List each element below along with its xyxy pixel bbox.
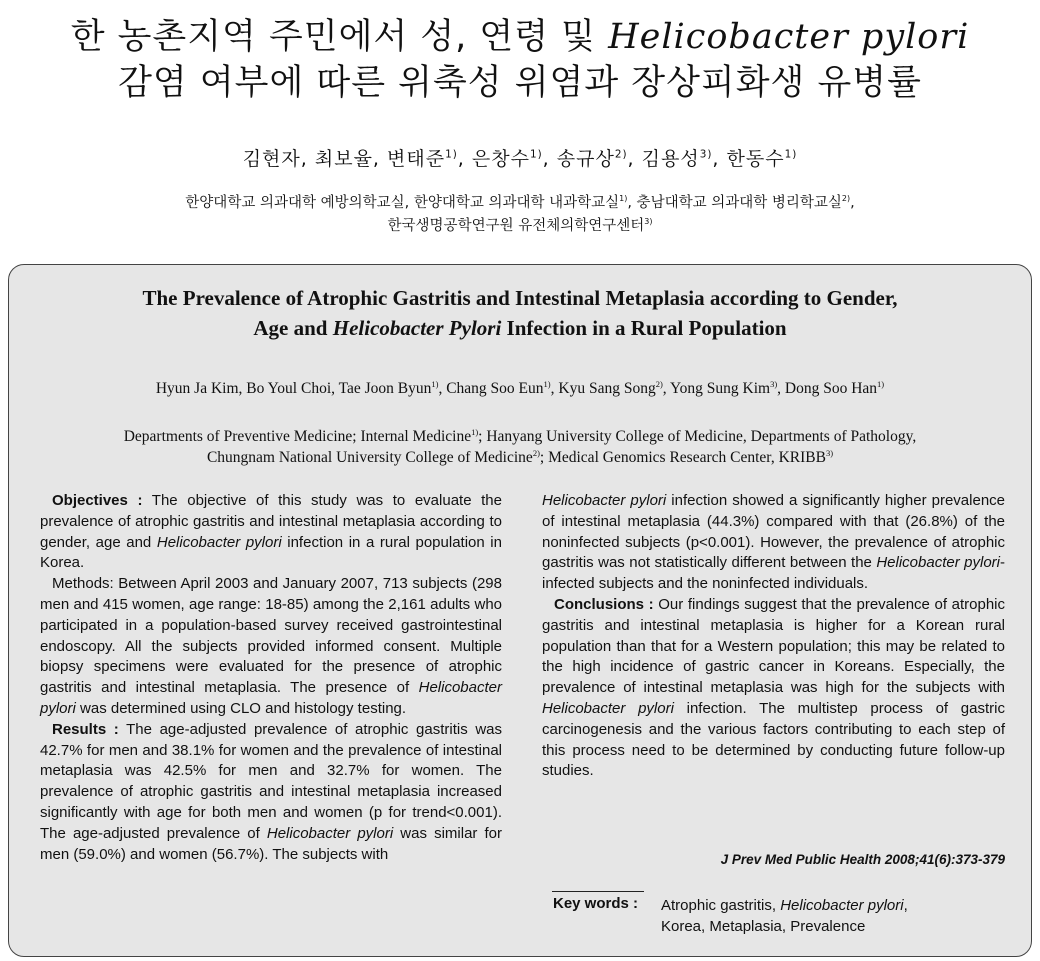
affiliation-marker: 1): [784, 148, 798, 161]
abstract-italic: Helicobacter pylori: [876, 554, 1001, 572]
abstract-text: The objective of this study was to evaluate the prevalence of atrophic gastritis and intestinal metaplasia according to gender, age and: [40, 492, 502, 551]
english-affiliation-text: Chungnam National University College of Medicine: [206, 449, 533, 466]
abstract-italic: Helicobacter pylori: [266, 824, 394, 842]
english-title: [0, 283, 1040, 343]
abstract-italic: Helicobacter pylori: [542, 492, 667, 509]
korean-author-name: 송규상: [556, 148, 615, 170]
korean-affiliation-line-1: [0, 192, 1040, 215]
abstract-text: Methods: Between April 2003 and January 2007, 713 subjects (298 men and 415 women, age range: 18-85) among the 2,161 adults who participated in a population-based survey received gastrointestinal endoscopy. All the subjects provided informed consent. Multiple biopsy specimens were evaluated for the presence of atrophic gastritis and intestinal metaplasia. The presence of: [40, 575, 502, 697]
abstract-text: infection. The multistep process of gastric carcinogenesis and the various factors contributing to each step of this process need to be determined by conducting future follow-up studies.: [542, 699, 1005, 780]
keywords-label: Key words :: [553, 895, 639, 912]
english-author-name: Chang Soo Eun: [446, 380, 544, 397]
english-affiliations: [0, 426, 1040, 468]
conclusions-paragraph: [542, 595, 1005, 782]
abstract-text: Our findings suggest that the prevalence of atrophic gastritis and intestinal metaplasia is higher for a Korean rural population than that for a Western population; this may be related to the high incidence of gastric cancer in Koreans. Especially, the prevalence of intestinal metaplasia was high for the subjects with: [542, 595, 1006, 697]
affiliation-marker: 3): [770, 378, 778, 389]
english-affiliation-line-1: [0, 426, 1040, 447]
english-title-line-1: The Prevalence of Atrophic Gastritis and Intestinal Metaplasia according to Gender,: [142, 286, 898, 310]
affiliation-marker: 2): [614, 148, 628, 161]
affiliation-marker: 3): [825, 447, 834, 458]
english-affiliation-text: Departments of Preventive Medicine; Internal Medicine: [123, 428, 472, 445]
english-affiliation-line-2: [0, 447, 1040, 468]
abstract-italic: Helicobacter pylori: [40, 679, 502, 717]
affiliation-marker: 3): [699, 148, 713, 161]
abstract-text: The age-adjusted prevalence of atrophic gastritis was 42.7% for men and 38.1% for women and the prevalence of intestinal metaplasia was 42.5% for men and 32.7% for women. The prevalence of atrophic gastritis and intestinal metaplasia increased significantly with age for both men and women (p for trend<0.001). The age-adjusted prevalence of: [40, 720, 502, 842]
objectives-paragraph: [40, 491, 502, 574]
affiliation-marker: 1): [619, 194, 628, 204]
affiliation-marker: 2): [655, 378, 663, 389]
english-title-text: Infection in a Rural Population: [506, 316, 787, 340]
english-author-list: Hyun Ja Kim, Bo Youl Choi, Tae Joon Byun$^{1)}$, Chang Soo Eun$^{1)}$, Kyu Sang Song$^{2)}$, Yong Sung Kim$^{3)}$, Dong Soo Han$^{1)}$: [155, 378, 885, 397]
korean-affiliation-text: 한양대학교 의과대학 예방의학교실, 한양대학교 의과대학 내과학교실: [185, 195, 620, 211]
affiliation-marker: 1): [445, 148, 458, 161]
conclusions-label: Conclusions :: [554, 595, 654, 613]
english-author-name: Yong Sung Kim: [669, 380, 771, 397]
abstract-left-column: [40, 491, 502, 865]
korean-title-italic: Helicobacter pylori: [608, 17, 970, 57]
english-title-italic: Helicobacter Pylori: [332, 316, 502, 340]
korean-title-line-1: [0, 14, 1040, 60]
korean-title: [0, 14, 1040, 106]
affiliation-marker: 1): [431, 378, 439, 389]
english-author-name: Bo Youl Choi: [246, 380, 332, 397]
objectives-label: Objectives :: [52, 492, 143, 509]
korean-title-line-2: 감염 여부에 따른 위축성 위염과 장상피화생 유병률: [118, 63, 922, 103]
keywords-divider: [552, 891, 644, 892]
abstract-text: infection showed a significantly higher prevalence of intestinal metaplasia (44.3%) compared with that (26.8%) of the noninfected subjects (p<0.001). However, the prevalence of atrophic gastritis was not statistically different between the: [542, 492, 1006, 572]
abstract-text: infection in a rural population in Korea.: [40, 533, 502, 572]
results-paragraph: [40, 720, 502, 866]
keywords-line-1: [661, 895, 1007, 916]
abstract-text: was similar for men (59.0%) and women (56.7%). The subjects with: [40, 824, 503, 863]
korean-affiliations: [0, 192, 1040, 238]
english-author-name: Kyu Sang Song: [558, 380, 656, 397]
journal-citation: J Prev Med Public Health 2008;41(6):373-379: [720, 852, 1005, 867]
english-author-name: Dong Soo Han: [784, 380, 878, 397]
keywords-text: ,: [903, 897, 908, 914]
abstract-italic: Helicobacter pylori: [156, 533, 282, 551]
english-title-text: Age and: [253, 316, 328, 340]
english-affiliation-text: ; Medical Genomics Research Center, KRIBB: [539, 449, 826, 466]
affiliation-marker: 1): [543, 378, 551, 389]
korean-author-name: 최보율: [314, 148, 373, 170]
keywords-text: Atrophic gastritis,: [661, 897, 781, 914]
abstract-italic: Helicobacter pylori: [542, 699, 674, 717]
abstract-text: -infected subjects and the noninfected individuals.: [542, 554, 1006, 593]
english-author-name: Tae Joon Byun: [338, 380, 432, 397]
korean-author-list: 김현자, 최보율, 변태준$^{1)}$, 은창수$^{1)}$, 송규상$^{2)}$, 김용성$^{3)}$, 한동수$^{1)}$: [242, 148, 798, 170]
korean-author-name: 김현자: [242, 148, 301, 170]
korean-affiliation-text: 한국생명공학연구원 유전체의학연구센터: [387, 218, 645, 234]
results-continued-paragraph: [542, 491, 1005, 595]
abstract-right-column: [542, 491, 1005, 782]
methods-paragraph: [40, 574, 502, 720]
abstract-text: was determined using CLO and histology testing.: [75, 699, 407, 717]
korean-author-name: 은창수: [471, 148, 530, 170]
korean-author-name: 한동수: [726, 148, 785, 170]
affiliation-marker: 2): [841, 194, 851, 204]
affiliation-marker: 1): [529, 148, 543, 161]
results-label: Results :: [52, 720, 119, 738]
affiliation-marker: 3): [644, 217, 653, 227]
korean-affiliation-text: ,: [850, 195, 855, 211]
affiliation-marker: 1): [471, 426, 479, 437]
keywords-italic: Helicobacter pylori: [780, 897, 904, 914]
english-author-name: Hyun Ja Kim: [155, 380, 239, 397]
keywords-line-2: Korea, Metaplasia, Prevalence: [661, 918, 866, 935]
korean-title-text: 한 농촌지역 주민에서 성, 연령 및: [70, 17, 596, 57]
korean-affiliation-text: , 충남대학교 의과대학 병리학교실: [627, 195, 842, 211]
keywords-list: [661, 895, 1007, 937]
korean-affiliation-line-2: [0, 215, 1040, 238]
affiliation-marker: 2): [532, 447, 540, 458]
korean-author-name: 변태준: [387, 148, 446, 170]
english-title-line-2: [0, 313, 1040, 343]
korean-author-name: 김용성: [641, 148, 700, 170]
english-affiliation-text: ; Hanyang University College of Medicine, Departments of Pathology,: [478, 428, 917, 445]
affiliation-marker: 1): [877, 378, 885, 389]
